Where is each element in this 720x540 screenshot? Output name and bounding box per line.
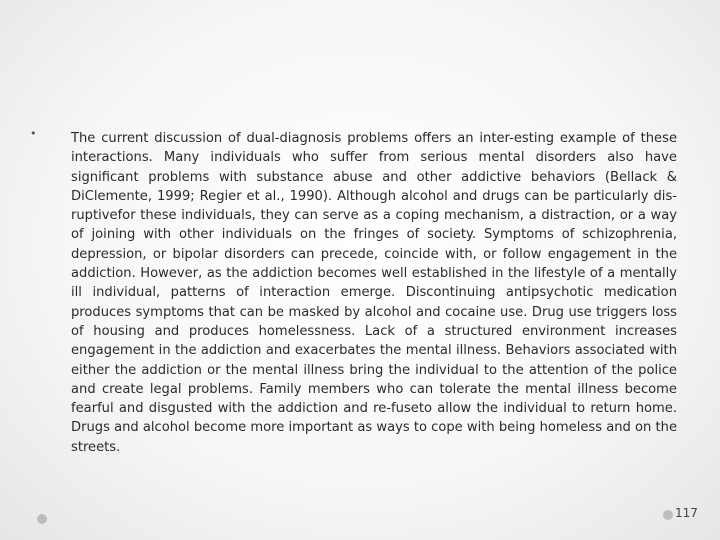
footer-left-dot bbox=[37, 514, 47, 524]
page-number: 117 bbox=[675, 506, 698, 520]
bullet-marker: • bbox=[30, 127, 37, 140]
body-paragraph: The current discussion of dual-diagnosis problems offers an inter-esting example of these interactions. Many individuals who suffer from serious mental disorders also have significant problems with substance abuse and other addictive behaviors (Bellack & DiClemente, 1999; Regier et al., 1990). Although alcohol and drugs can be particularly dis-ruptivefor these individuals, they can serve as a coping mechanism, a distraction, or a way of joining with other individuals on the fringes of society. Symptoms of schizophrenia, depression, or bipolar disorders can precede, coincide with, or follow engagement in the addiction. However, as the addiction becomes well established in the lifestyle of a mentally ill individual, patterns of interaction emerge. Discontinuing antipsychotic medication produces symptoms that can be masked by alcohol and cocaine use. Drug use triggers loss of housing and produces homelessness. Lack of a structured environment increases engagement in the addiction and exacerbates the mental illness. Behaviors associated with either the addiction or the mental illness bring the individual to the attention of the police and create legal problems. Family members who can tolerate the mental illness become fearful and disgusted with the addiction and re-fuseto allow the individual to return home. Drugs and alcohol become more important as ways to cope with being homeless and on the streets. bbox=[71, 131, 677, 455]
footer-right-dot bbox=[663, 510, 673, 520]
